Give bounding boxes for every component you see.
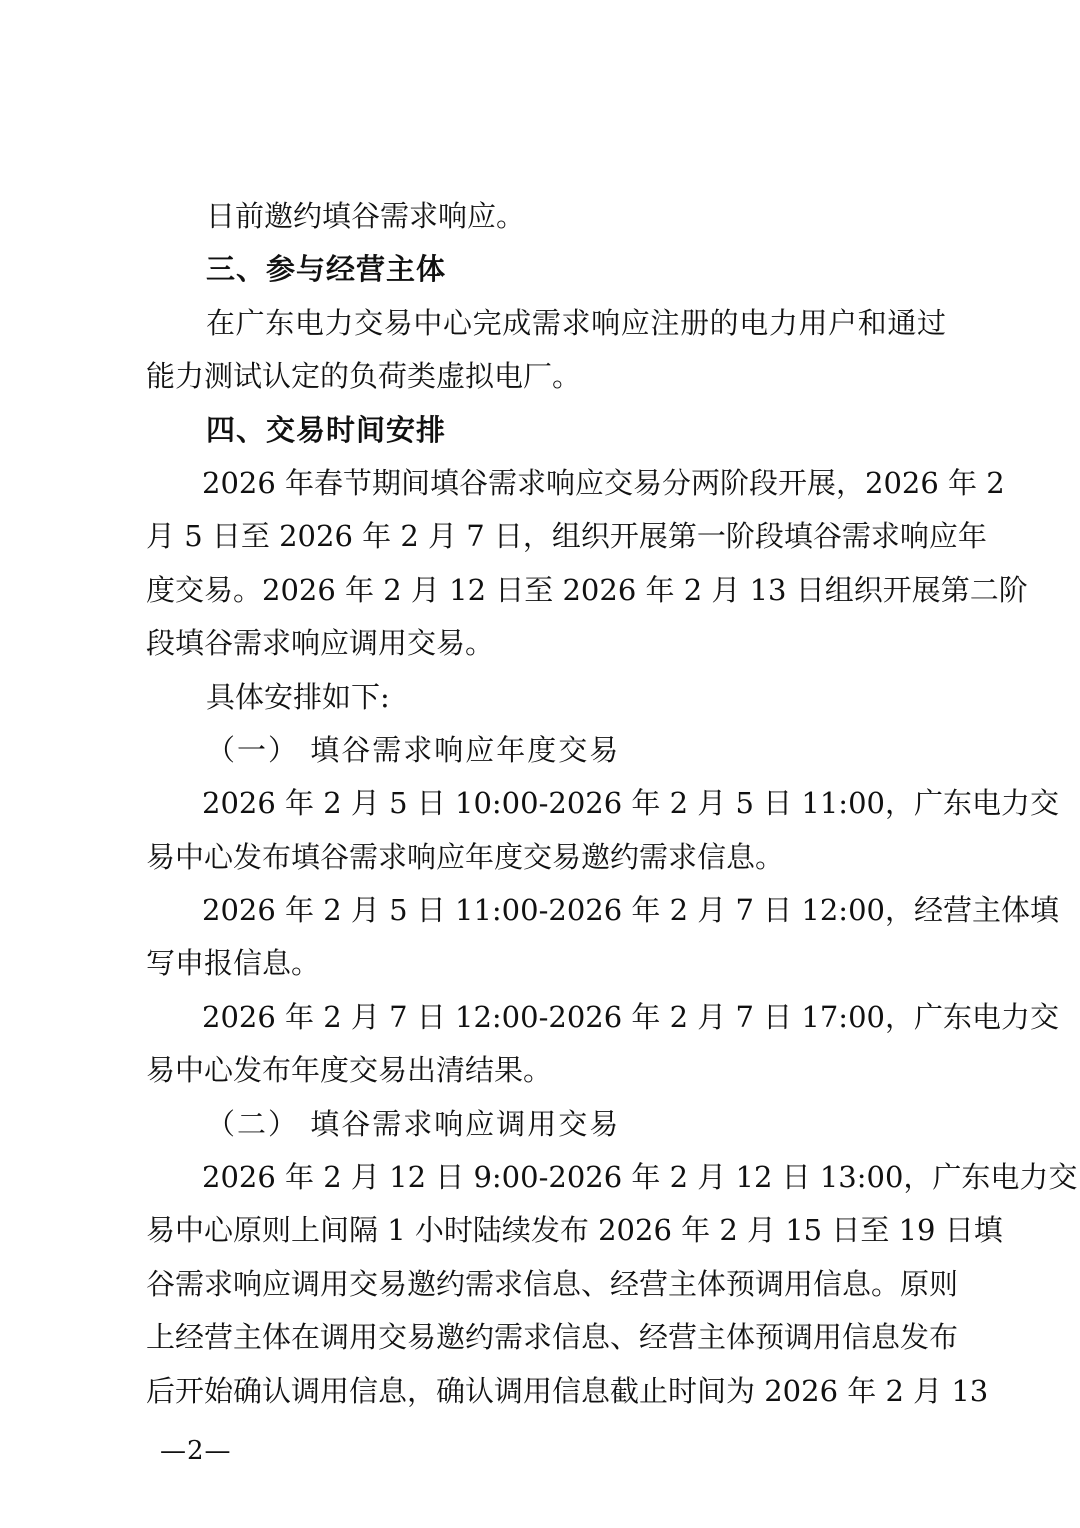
paragraph-line: 月 5 日至 2026 年 2 月 7 日，组织开展第一阶段填谷需求响应年 [146, 519, 987, 554]
subsection-heading-1: （一） 填谷需求响应年度交易 [206, 732, 621, 767]
paragraph-line: 谷需求响应调用交易邀约需求信息、经营主体预调用信息。原则 [146, 1266, 959, 1301]
subsection-heading-2: （二） 填谷需求响应调用交易 [206, 1106, 621, 1141]
paragraph-line: 易中心原则上间隔 1 小时陆续发布 2026 年 2 月 15 日至 19 日填 [146, 1213, 1003, 1248]
paragraph-line: 2026 年春节期间填谷需求响应交易分两阶段开展，2026 年 2 [202, 465, 1005, 500]
paragraph-line: 在广东电力交易中心完成需求响应注册的电力用户和通过 [206, 305, 946, 340]
page-number: —2— [160, 1436, 232, 1466]
paragraph-line: 上经营主体在调用交易邀约需求信息、经营主体预调用信息发布 [146, 1320, 959, 1355]
paragraph-line: 易中心发布年度交易出清结果。 [146, 1053, 553, 1088]
paragraph-line: 2026 年 2 月 5 日 11:00-2026 年 2 月 7 日 12:00，经营主体填 [202, 893, 1059, 928]
paragraph-line: 度交易。2026 年 2 月 12 日至 2026 年 2 月 13 日组织开展第二阶 [146, 572, 1028, 607]
paragraph-line: 能力测试认定的负荷类虚拟电厂。 [146, 359, 582, 394]
section-heading-4: 四、交易时间安排 [206, 412, 447, 447]
paragraph-line: 段填谷需求响应调用交易。 [146, 626, 495, 661]
paragraph-line: 后开始确认调用信息，确认调用信息截止时间为 2026 年 2 月 13 [146, 1373, 989, 1408]
document-body [146, 190, 1078, 1418]
paragraph-line: 具体安排如下: [206, 679, 390, 714]
paragraph-line: 写申报信息。 [146, 946, 321, 981]
paragraph-line: 日前邀约填谷需求响应。 [206, 199, 526, 233]
paragraph-line: 易中心发布填谷需求响应年度交易邀约需求信息。 [146, 839, 785, 874]
paragraph-line: 2026 年 2 月 12 日 9:00-2026 年 2 月 12 日 13:00，广东电力交 [202, 1160, 1078, 1195]
paragraph-line: 2026 年 2 月 5 日 10:00-2026 年 2 月 5 日 11:00，广东电力交 [202, 786, 1059, 821]
paragraph-line: 2026 年 2 月 7 日 12:00-2026 年 2 月 7 日 17:00，广东电力交 [202, 999, 1059, 1034]
section-heading-3: 三、参与经营主体 [206, 252, 447, 287]
